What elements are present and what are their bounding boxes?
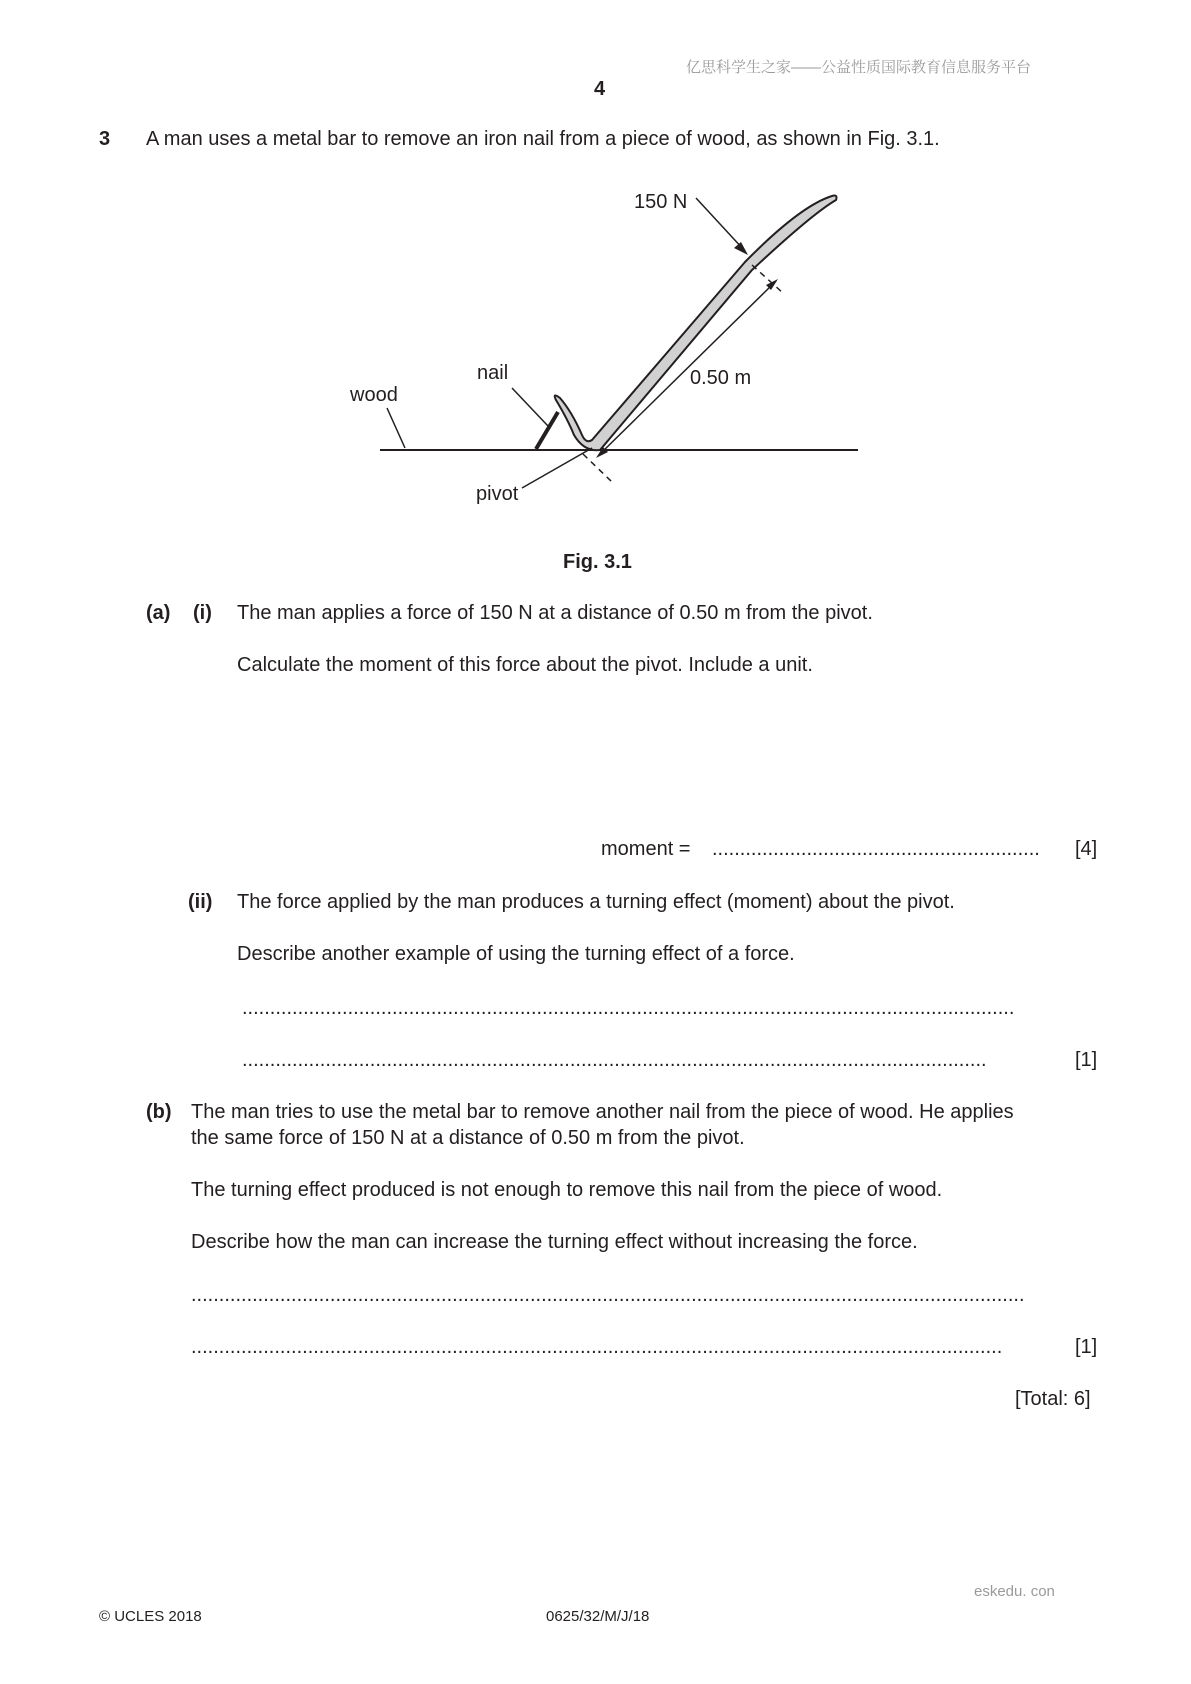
- footer-copyright: © UCLES 2018: [99, 1608, 202, 1625]
- nail-label: nail: [477, 362, 509, 384]
- watermark-text: 亿思科学生之家——公益性质国际教育信息服务平台: [686, 59, 1032, 76]
- figure-crowbar-diagram: [0, 0, 1191, 520]
- figure-caption: Fig. 3.1: [563, 551, 632, 573]
- pivot-label: pivot: [476, 483, 519, 505]
- part-b-text1a: The man tries to use the metal bar to remove another nail from the piece of wood. He applies: [191, 1101, 1014, 1123]
- moment-answer-prefix: moment =: [601, 838, 691, 860]
- part-a-ii-label: (ii): [188, 891, 213, 913]
- moment-answer-line[interactable]: ...........................................................: [712, 838, 1040, 860]
- question-number: 3: [99, 128, 111, 150]
- answer-line-a-ii-1[interactable]: ...........................................................................................................................................: [242, 997, 1015, 1019]
- wood-label: wood: [350, 384, 398, 406]
- part-b-text2: The turning effect produced is not enough to remove this nail from the piece of wood.: [191, 1179, 943, 1201]
- part-a-i-text2: Calculate the moment of this force about the pivot. Include a unit.: [237, 654, 813, 676]
- part-a-i-label: (i): [193, 602, 212, 624]
- question-intro: A man uses a metal bar to remove an iron nail from a piece of wood, as shown in Fig. 3.1.: [146, 128, 940, 150]
- crowbar-shape: [555, 196, 837, 451]
- answer-line-a-ii-2[interactable]: ......................................................................................................................................: [242, 1049, 987, 1071]
- force-label: 150 N: [634, 191, 688, 213]
- force-arrowhead: [734, 242, 748, 255]
- part-a-i-text1: The man applies a force of 150 N at a distance of 0.50 m from the pivot.: [237, 602, 873, 624]
- part-b-text1b: the same force of 150 N at a distance of 0.50 m from the pivot.: [191, 1127, 745, 1149]
- footer-paper-code: 0625/32/M/J/18: [546, 1608, 650, 1625]
- pivot-extension-line: [583, 454, 612, 482]
- pivot-leader-line: [522, 448, 592, 488]
- part-a-ii-text1: The force applied by the man produces a turning effect (moment) about the pivot.: [237, 891, 955, 913]
- nail-leader-line: [512, 388, 548, 426]
- page-number: 4: [594, 78, 606, 100]
- part-a-ii-text2: Describe another example of using the turning effect of a force.: [237, 943, 795, 965]
- part-b-text3: Describe how the man can increase the turning effect without increasing the force.: [191, 1231, 918, 1253]
- answer-line-b-1[interactable]: ......................................................................................................................................................: [191, 1284, 1025, 1306]
- marks-a-i: [4]: [1075, 838, 1098, 860]
- part-b-label: (b): [146, 1101, 172, 1123]
- marks-b: [1]: [1075, 1336, 1098, 1358]
- force-arrow-line: [696, 198, 744, 250]
- part-a-label: (a): [146, 602, 171, 624]
- answer-line-b-2[interactable]: ..................................................................................................................................................: [191, 1336, 1003, 1358]
- marks-a-ii: [1]: [1075, 1049, 1098, 1071]
- total-marks: [Total: 6]: [1015, 1388, 1091, 1410]
- site-watermark: eskedu. con: [974, 1583, 1055, 1600]
- wood-leader-line: [387, 408, 405, 448]
- distance-label: 0.50 m: [690, 367, 752, 389]
